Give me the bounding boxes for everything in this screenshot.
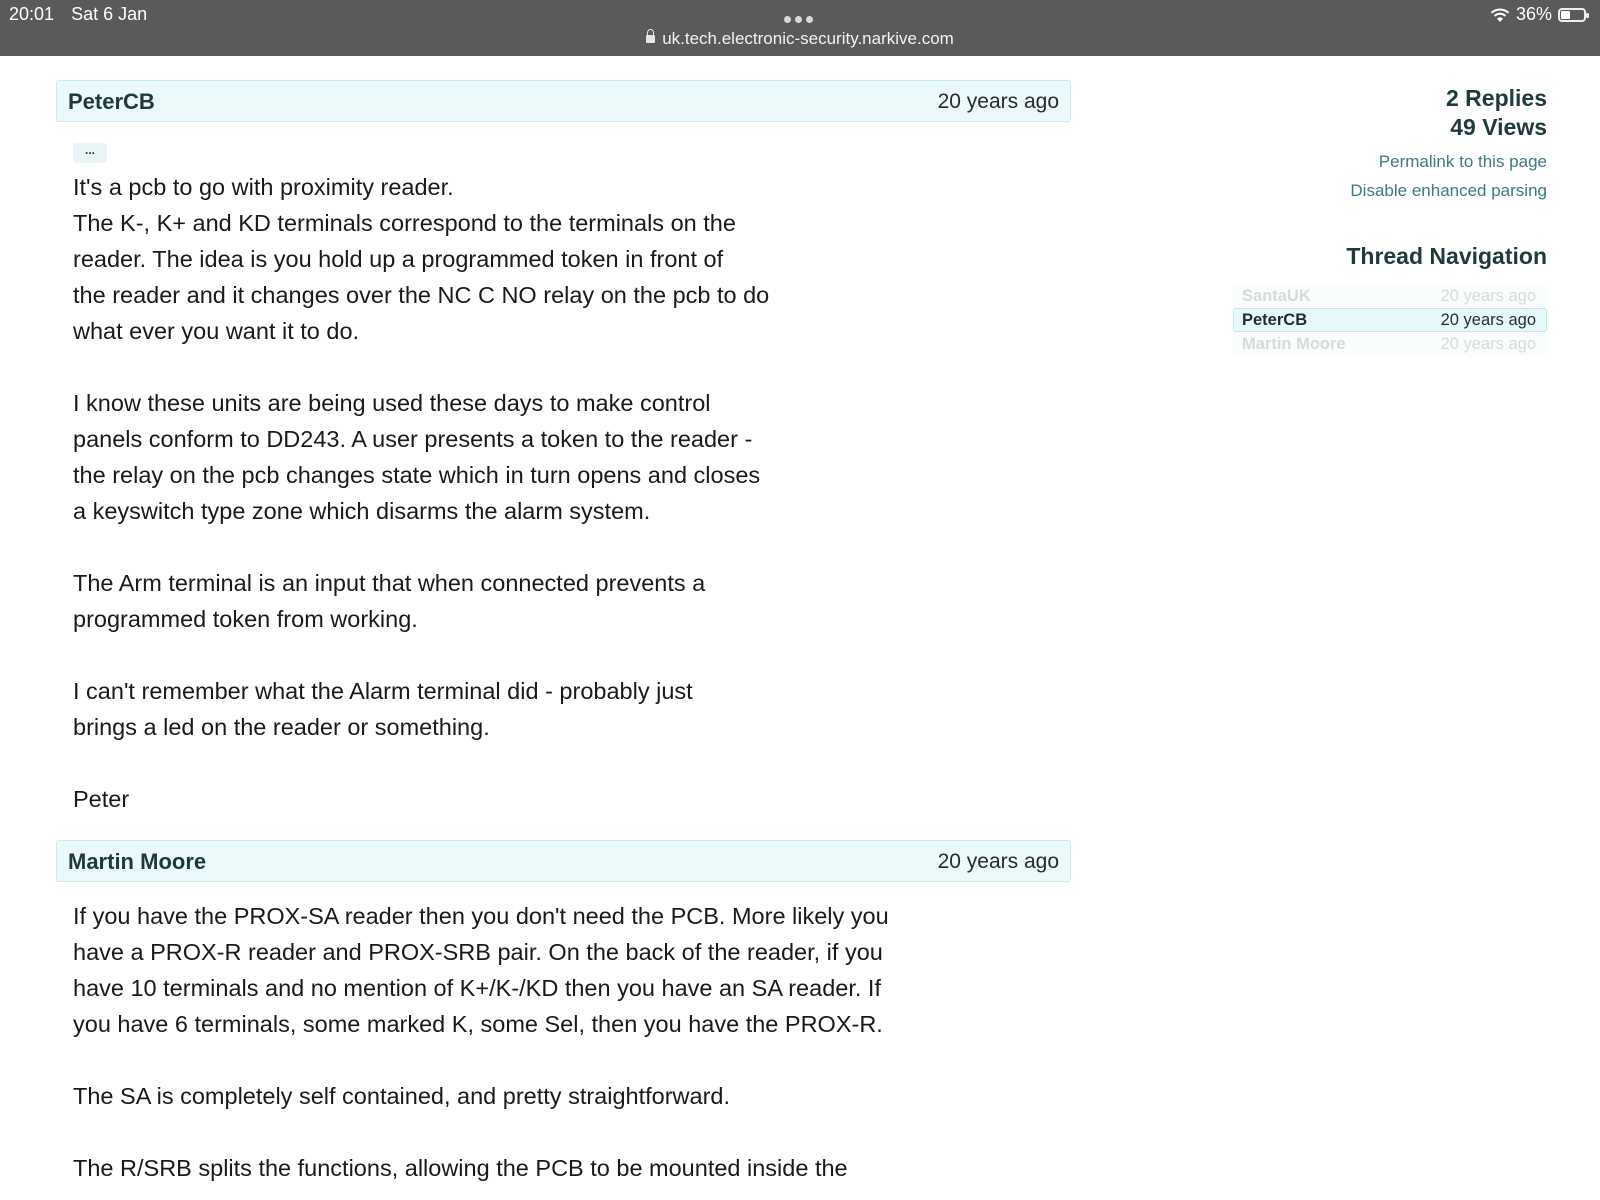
text-line: what ever you want it to do.	[73, 318, 360, 344]
post-signature	[73, 781, 769, 817]
post-header	[56, 840, 1071, 882]
status-left	[9, 4, 159, 25]
lock-icon	[646, 35, 655, 43]
post-paragraph	[73, 385, 769, 529]
text-line: The Arm terminal is an input that when connected prevents a	[73, 570, 706, 596]
nav-item-author: PeterCB	[1242, 311, 1308, 329]
text-line: have 10 terminals and no mention of K+/K-/KD then you have an SA reader. If	[73, 975, 881, 1001]
post-author[interactable]: PeterCB	[68, 89, 155, 114]
text-line: The K-, K+ and KD terminals correspond to the terminals on the	[73, 210, 736, 236]
view-count: 49 Views	[1450, 114, 1547, 140]
text-line: reader. The idea is you hold up a programmed token in front of	[73, 246, 724, 272]
text-line: It's a pcb to go with proximity reader.	[73, 174, 454, 200]
thread-navigation-list	[1233, 284, 1547, 356]
text-line: a keyswitch type zone which disarms the alarm system.	[73, 498, 651, 524]
browser-status-bar	[0, 0, 1600, 56]
text-line: programmed token from working.	[73, 606, 418, 632]
disable-parsing-link[interactable]: Disable enhanced parsing	[1350, 181, 1547, 200]
text-line: The SA is completely self contained, and pretty straightforward.	[73, 1083, 731, 1109]
post-body	[73, 898, 889, 1186]
thread-stats	[1350, 84, 1547, 205]
text-line: the reader and it changes over the NC C NO relay on the pcb to do	[73, 282, 770, 308]
text-line: The R/SRB splits the functions, allowing the PCB to be mounted inside the	[73, 1155, 848, 1181]
more-dots-icon[interactable]	[784, 10, 818, 18]
text-line: panels conform to DD243. A user presents a token to the reader -	[73, 426, 753, 452]
post-paragraph	[73, 898, 889, 1042]
nav-item-santauk[interactable]	[1233, 284, 1547, 308]
text-line: brings a led on the reader or something.	[73, 714, 490, 740]
nav-item-time: 20 years ago	[1440, 311, 1536, 329]
battery-icon	[1558, 8, 1586, 22]
nav-item-time: 20 years ago	[1440, 335, 1536, 353]
post-paragraph	[73, 1078, 889, 1114]
post-time[interactable]: 20 years ago	[937, 90, 1059, 113]
status-time: 20:01	[9, 4, 55, 24]
post-author[interactable]: Martin Moore	[68, 849, 207, 874]
text-line: I know these units are being used these days to make control	[73, 390, 711, 416]
battery-percent: 36%	[1515, 4, 1552, 24]
nav-item-author: Martin Moore	[1242, 335, 1346, 353]
text-line: have a PROX-R reader and PROX-SRB pair. On the back of the reader, if you	[73, 939, 883, 965]
text-line: Peter	[73, 786, 130, 812]
reply-count: 2 Replies	[1446, 85, 1547, 111]
url-text: uk.tech.electronic-security.narkive.com	[662, 29, 954, 48]
nav-item-author: SantaUK	[1242, 287, 1311, 305]
post-paragraph	[73, 565, 769, 637]
status-right	[1490, 4, 1586, 25]
post-body	[73, 169, 769, 817]
nav-item-martin-moore[interactable]	[1233, 332, 1547, 356]
wifi-icon	[1490, 7, 1510, 23]
text-line: the relay on the pcb changes state which in turn opens and closes	[73, 462, 761, 488]
text-line: If you have the PROX-SA reader then you don't need the PCB. More likely you	[73, 903, 889, 929]
post-paragraph	[73, 169, 769, 349]
address-bar[interactable]	[0, 29, 1600, 49]
post-header	[56, 80, 1071, 122]
permalink-link[interactable]: Permalink to this page	[1378, 152, 1547, 171]
post-time[interactable]: 20 years ago	[937, 850, 1059, 873]
thread-navigation-title: Thread Navigation	[1346, 243, 1547, 269]
show-quoted-button[interactable]: ...	[73, 143, 107, 163]
post-paragraph	[73, 1150, 889, 1186]
text-line: I can't remember what the Alarm terminal did - probably just	[73, 678, 693, 704]
status-date: Sat 6 Jan	[71, 4, 148, 24]
nav-item-time: 20 years ago	[1440, 287, 1536, 305]
text-line: you have 6 terminals, some marked K, some Sel, then you have the PROX-R.	[73, 1011, 883, 1037]
nav-item-petercb[interactable]	[1233, 308, 1547, 332]
post-paragraph	[73, 673, 769, 745]
